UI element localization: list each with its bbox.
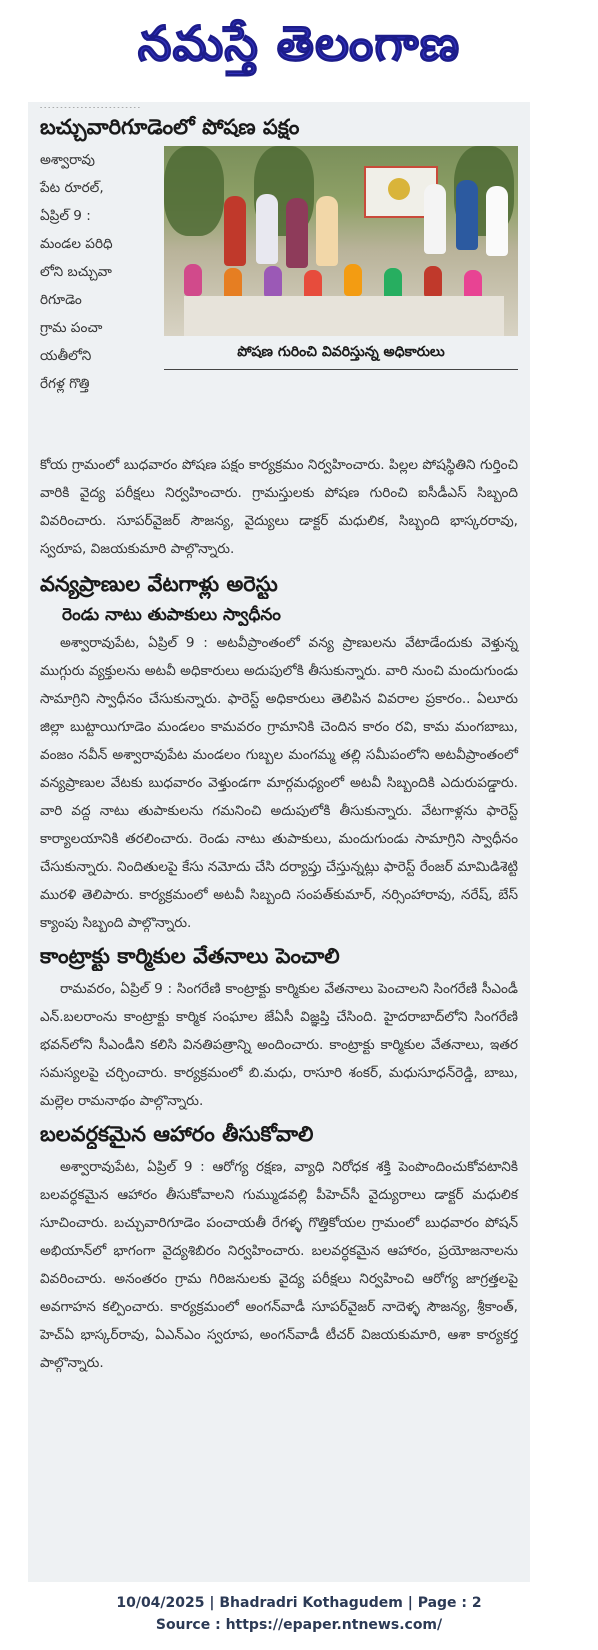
article-body: కోయ గ్రామంలో బుధవారం పోషణ పక్షం కార్యక్రమం నిర్వహించారు. పిల్లల పోషస్థితిని గుర్తించి వారికి వైద్య పరీక్షలు నిర్వహించారు. గ్రామస్తులకు పోషణ గురించి ఐసీడీఎస్ సిబ్బంది వివరించారు. సూపర్‌వైజర్ సౌజన్య, వైద్యులు డాక్టర్ మధులిక, సిబ్బంది భాస్కరరావు, స్వరూప, విజయకుమారి పాల్గొన్నారు. bbox=[40, 457, 518, 557]
side-line: లోని బచ్చువా bbox=[40, 264, 112, 280]
footer-source: Source : https://epaper.ntnews.com/ bbox=[155, 1617, 443, 1633]
article-headline: కాంట్రాక్టు కార్మికుల వేతనాలు పెంచాలి bbox=[40, 944, 340, 968]
article-nutritious-food bbox=[40, 1119, 518, 1377]
article-body: రామవరం, ఏప్రిల్ 9 : సింగరేణి కాంట్రాక్టు కార్మికుల వేతనాలు పెంచాలని సింగరేణి సీఎండీ ఎన్.బలరాంను కాంట్రాక్టు కార్మిక సంఘాల జేఏసీ విజ్ఞప్తి చేసింది. హైదరాబాద్‌లోని సింగరేణి భవన్‌లోని సీఎండీని కలిసి వినతిపత్రాన్ని అందించారు. కాంట్రాక్టు కార్మికుల వేతనాలు, ఇతర సమస్యలపై చర్చించారు. కార్యక్రమంలో బి.మధు, రాసూరి శంకర్, మధుసూధన్‌రెడ్డి, బాబు, మల్లెల రామనాథం పాల్గొన్నారు. bbox=[40, 981, 518, 1109]
side-line: రేగళ్ల గొత్తి bbox=[40, 376, 90, 392]
side-line: రిగూడెం bbox=[40, 292, 82, 308]
side-line: అశ్వారావు bbox=[40, 152, 95, 168]
article-body: అశ్వారావుపేట, ఏప్రిల్ 9 : అటవీప్రాంతంలో వన్య ప్రాణులను వేటాడేందుకు వెళ్తున్న ముగ్గురు వ్యక్తులను అటవీ అధికారులు అదుపులోకి తీసుకున్నారు. వారి నుంచి మందుగుండు సామాగ్రిని స్వాధీనం చేసుకున్నారు. ఫారెస్ట్ అధికారులు తెలిపిన వివరాల ప్రకారం.. ఏలూరు జిల్లా బుట్టాయిగూడెం మండలం కామవరం గ్రామానికి చెందిన కారం రవి, కామ మంగబాబు, వంజం నవీన్ అశ్వారావుపేట మండలం గుబ్బల మంగమ్మ తల్లి సమీపంలోని అటవీప్రాంతంలో వన్యప్రాణుల వేటకు బుధవారం వెళ్తుండగా మార్గమధ్యంలో అటవీ సిబ్బందికి ఎదురుపడ్డారు. వారి వద్ద నాటు తుపాకులను గమనించి అదుపులోకి తీసుకున్నారు. వేటగాళ్లను ఫారెస్ట్ కార్యాలయానికి తరలించారు. రెండు నాటు తుపాకులు, మందుగుండు సామాగ్రిని స్వాధీనం చేసుకున్నారు. నిందితులపై కేసు నమోదు చేసి దర్యాప్తు చేస్తున్నట్లు ఫారెస్ట్ రేంజర్ మామిడిశెట్టి మురళి తెలిపారు. కార్యక్రమంలో అటవీ సిబ్బంది సంపత్‌కుమార్, నర్సింహారావు, నరేష్, బేస్ క్యాంపు సిబ్బంది పాల్గొన్నారు. bbox=[40, 635, 518, 931]
side-line: పేట రూరల్, bbox=[40, 180, 104, 196]
article-side-text bbox=[40, 146, 156, 451]
article-photo-block bbox=[164, 146, 518, 451]
article-poachers-arrest bbox=[40, 569, 518, 937]
article-subheadline: రెండు నాటు తుపాకులు స్వాధీనం bbox=[62, 605, 281, 625]
article-body: అశ్వారావుపేట, ఏప్రిల్ 9 : ఆరోగ్య రక్షణ, వ్యాధి నిరోధక శక్తి పెంపొందించుకోవటానికి బలవర్ధకమైన ఆహారం తీసుకోవాలని గుమ్ముడవల్లి పీహెచ్‌సీ వైద్యురాలు డాక్టర్ మధులిక సూచించారు. బచ్చువారిగూడెం పంచాయతీ రేగళ్ళ గొత్తికోయల గ్రామంలో బుధవారం పోషన్ అభియాన్‌లో భాగంగా వైద్యశిబిరం నిర్వహించారు. బలవర్ధకమైన ఆహారం, ప్రయోజనాలను వివరించారు. అనంతరం గ్రామ గిరిజనులకు వైద్య పరీక్షలు నిర్వహించి ఆరోగ్య జాగ్రత్తలపై అవగాహన కల్పించారు. కార్యక్రమంలో అంగన్‌వాడీ సూపర్‌వైజర్ నాదెళ్ళ సౌజన్య, శ్రీకాంత్, హెచ్ఏ భాస్కర్‌రావు, ఏఎన్ఎం స్వరూప, అంగన్‌వాడీ టీచర్ విజయకుమారి, ఆశా కార్యకర్త పాల్గొన్నారు. bbox=[40, 1159, 518, 1371]
news-clipping bbox=[28, 102, 530, 1582]
side-line: ఏప్రిల్ 9 : bbox=[40, 208, 91, 224]
article-contract-workers bbox=[40, 941, 518, 1115]
article-headline: బలవర్ధకమైన ఆహారం తీసుకోవాలి bbox=[40, 1122, 314, 1146]
previous-article-stub: - - - - - - - - - - - - - - - - - - - - - - - - - bbox=[40, 104, 140, 110]
side-line: గ్రామ పంచా bbox=[40, 320, 103, 336]
article-headline: బచ్చువారిగూడెంలో పోషణ పక్షం bbox=[40, 115, 300, 139]
article-headline: వన్యప్రాణుల వేటగాళ్లు అరెస్టు bbox=[40, 572, 278, 596]
footer-date-edition: 10/04/2025 | Bhadradri Kothagudem | Page : 2 bbox=[116, 1595, 482, 1611]
news-photo bbox=[164, 146, 518, 336]
side-line: మండల పరిధి bbox=[40, 236, 113, 252]
article-poshana-pakshama bbox=[40, 112, 518, 563]
masthead-title: నమస్తే తెలంగాణ bbox=[137, 16, 461, 72]
masthead bbox=[0, 0, 598, 100]
page-footer bbox=[0, 1592, 598, 1636]
photo-caption: పోషణ గురించి వివరిస్తున్న అధికారులు bbox=[164, 344, 518, 370]
side-line: యతీలోని bbox=[40, 348, 92, 364]
